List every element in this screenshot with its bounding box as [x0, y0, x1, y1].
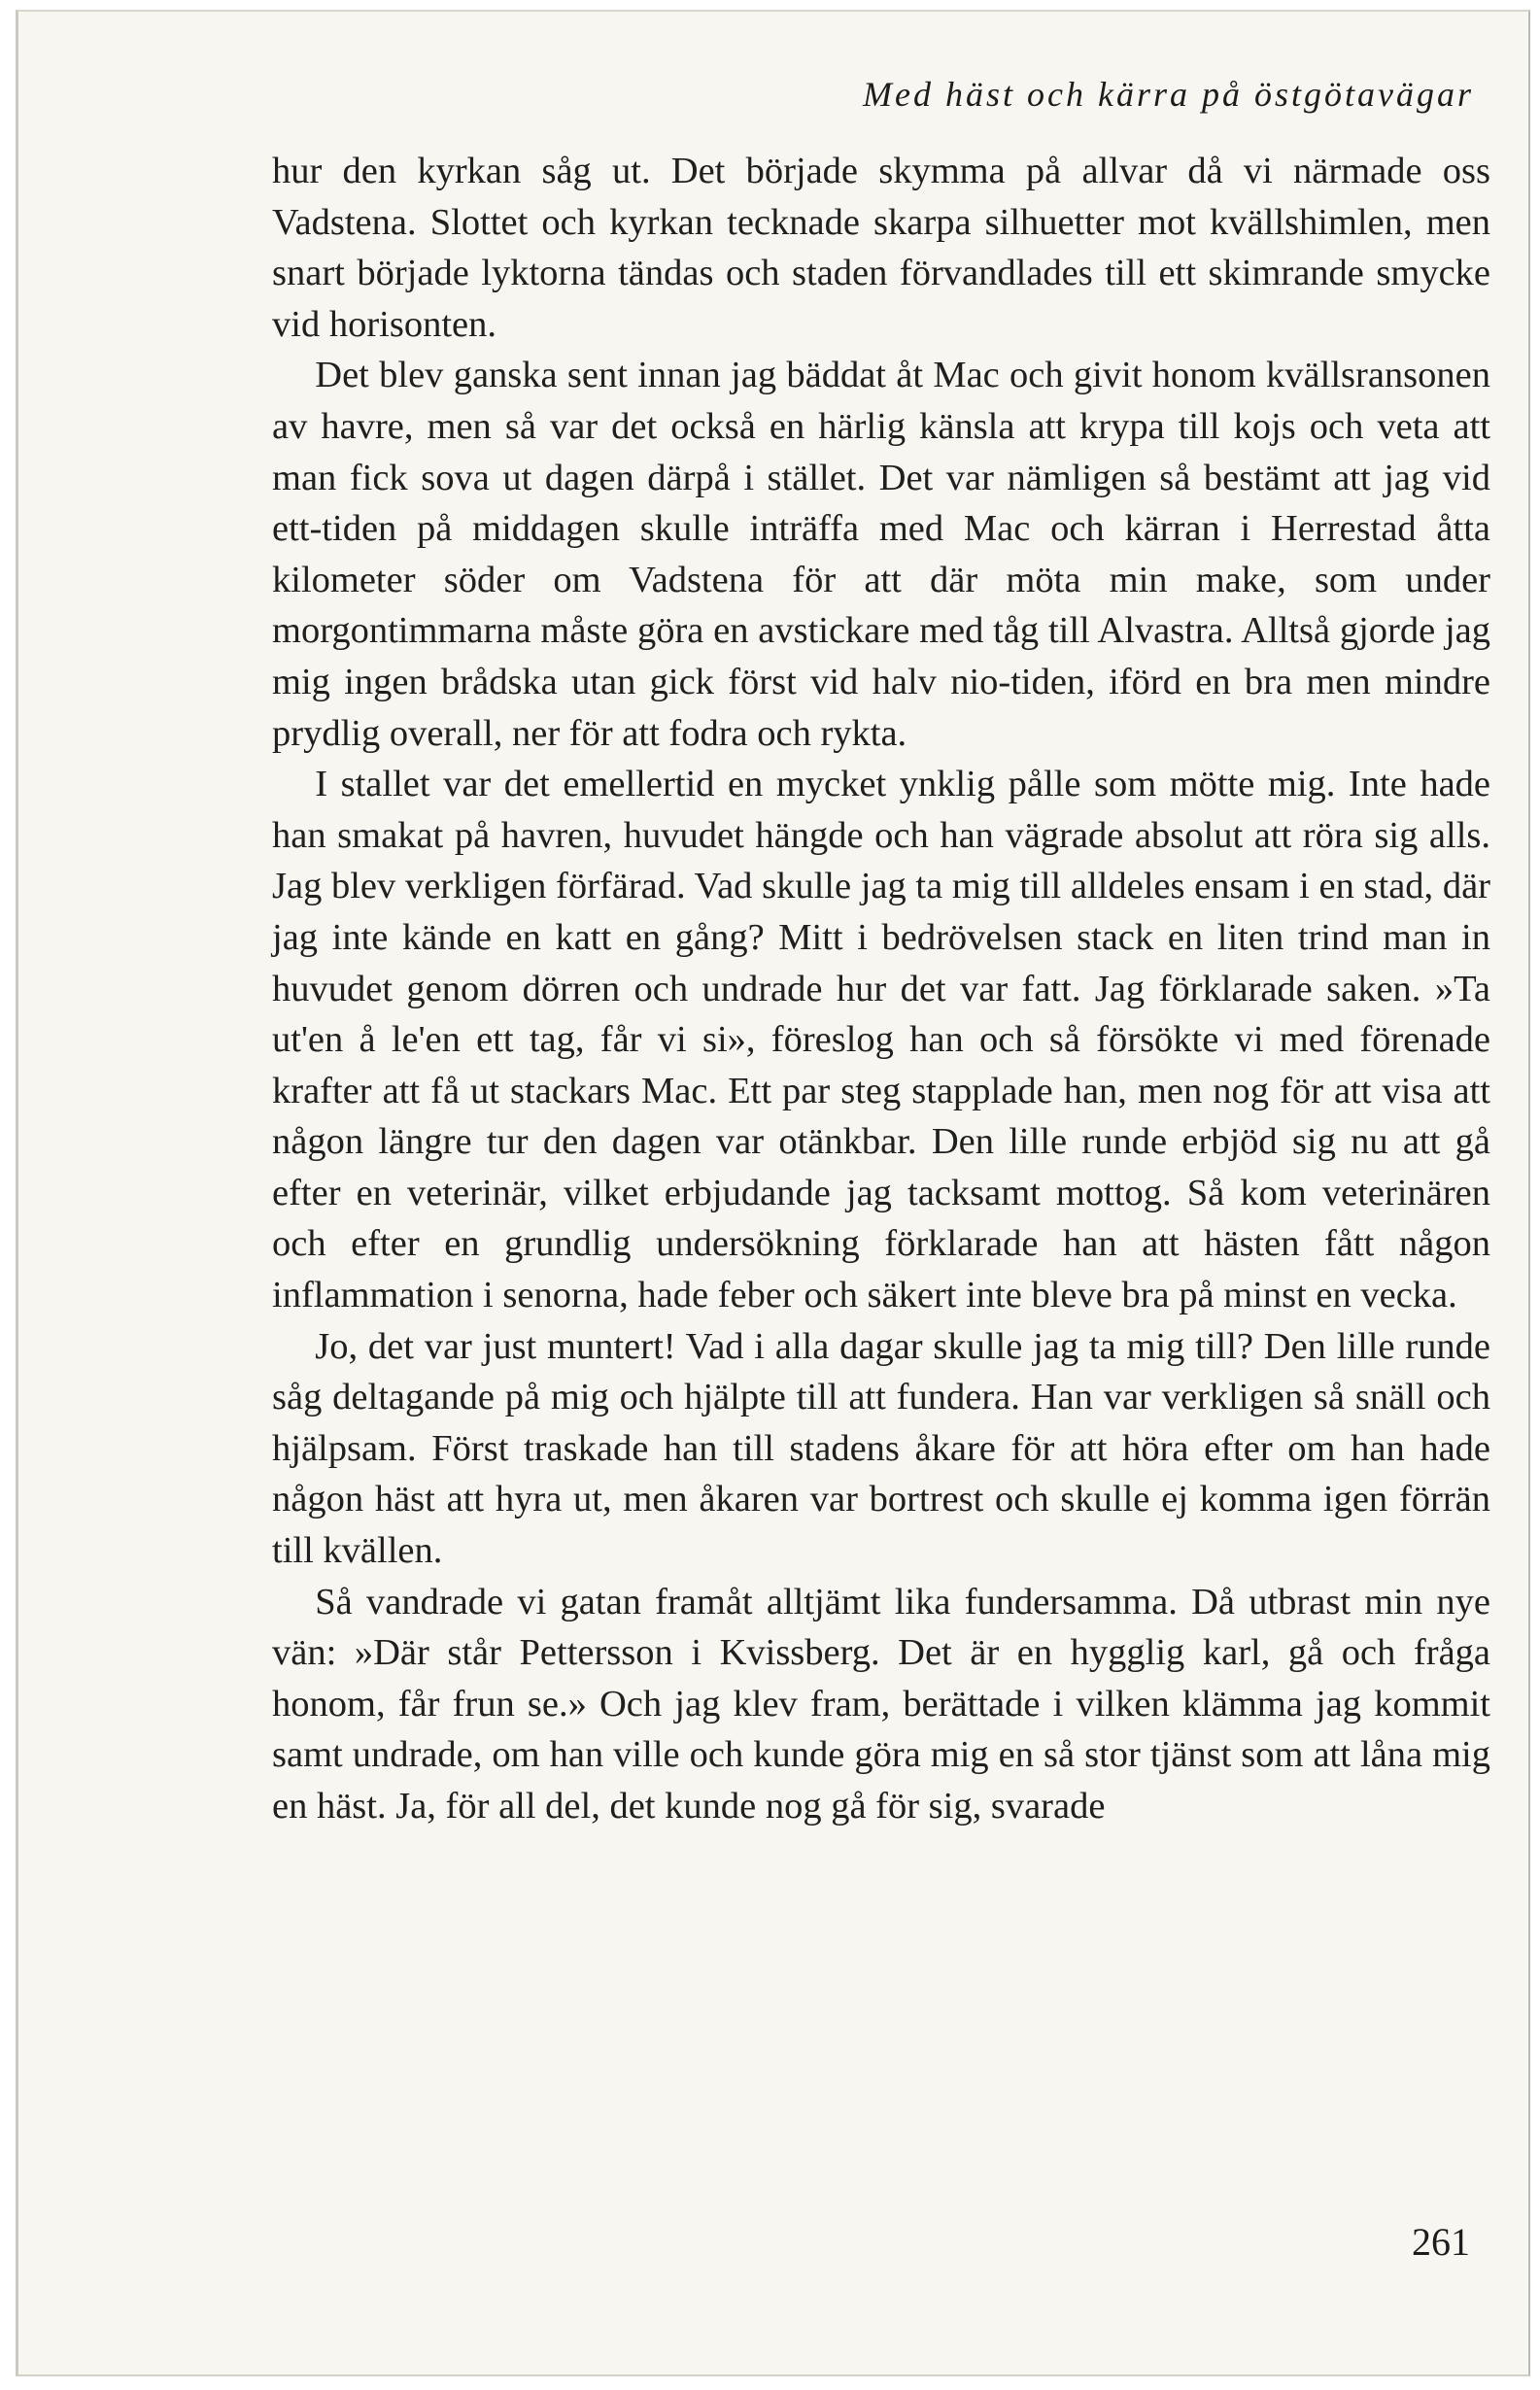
paragraph-1: hur den kyrkan såg ut. Det började skymma på allvar då vi närmade oss Vadstena. Slottet och kyrkan tecknade skarpa silhuetter mot kvällshimlen, men snart började lyktorna tändas och staden förvandlades till ett skimrande smycke vid horisonten. — [272, 151, 1490, 345]
paragraph-2: Det blev ganska sent innan jag bäddat åt Mac och givit honom kvällsransonen av havre, men så var det också en härlig känsla att krypa till kojs och veta att man fick sova ut dagen därpå i stället. Det var nämligen så bestämt att jag vid ett-tiden på middagen skulle inträffa med Mac och kärran i Herrestad åtta kilometer söder om Vadstena för att där möta min make, som under morgontimmarna måste göra en avstickare med tåg till Alvastra. Alltså gjorde jag mig ingen brådska utan gick först vid halv nio-tiden, iförd en bra men mindre prydlig overall, ner för att fodra och rykta. — [272, 355, 1490, 754]
paragraph-3: I stallet var det emellertid en mycket ynklig pålle som mötte mig. Inte hade han smakat på havren, huvudet hängde och han vägrade absolut att röra sig alls. Jag blev verkligen förfärad. Vad skulle jag ta mig till alldeles ensam i en stad, där jag inte kände en katt en gång? Mitt i bedrövelsen stack en liten trind man in huvudet genom dörren och undrade hur det var fatt. Jag förklarade saken. »Ta ut'en å le'en ett tag, får vi si», föreslog han och så försökte vi med förenade krafter att få ut stackars Mac. Ett par steg stapplade han, men nog för att visa att någon längre tur den dagen var otänkbar. Den lille runde erbjöd sig nu att gå efter en veterinär, vilket erbjudande jag tacksamt mottog. Så kom veterinären och efter en grundlig undersökning förklarade han att hästen fått någon inflammation i senorna, hade feber och säkert inte bleve bra på minst en vecka. — [272, 764, 1490, 1316]
running-header: Med häst och kärra på östgötavägar — [863, 75, 1474, 114]
paragraph-4: Jo, det var just muntert! Vad i alla dagar skulle jag ta mig till? Den lille runde såg deltagande på mig och hjälpte till att fundera. Han var verkligen så snäll och hjälpsam. Först traskade han till stadens åkare för att höra efter om han hade någon häst att hyra ut, men åkaren var bortrest och skulle ej komma igen förrän till kvällen. — [272, 1325, 1490, 1572]
body-text — [272, 146, 1490, 1832]
page-number: 261 — [1412, 2220, 1470, 2264]
paragraph-5: Så vandrade vi gatan framåt alltjämt lika fundersamma. Då utbrast min nye vän: »Där står Pettersson i Kvissberg. Det är en hygglig karl, gå och fråga honom, får frun se.» Och jag klev fram, berättade i vilken klämma jag kommit samt undrade, om han ville och kunde göra mig en så stor tjänst som att låna mig en häst. Ja, för all del, det kunde nog gå för sig, svarade — [272, 1581, 1490, 1827]
book-page — [16, 10, 1530, 2376]
